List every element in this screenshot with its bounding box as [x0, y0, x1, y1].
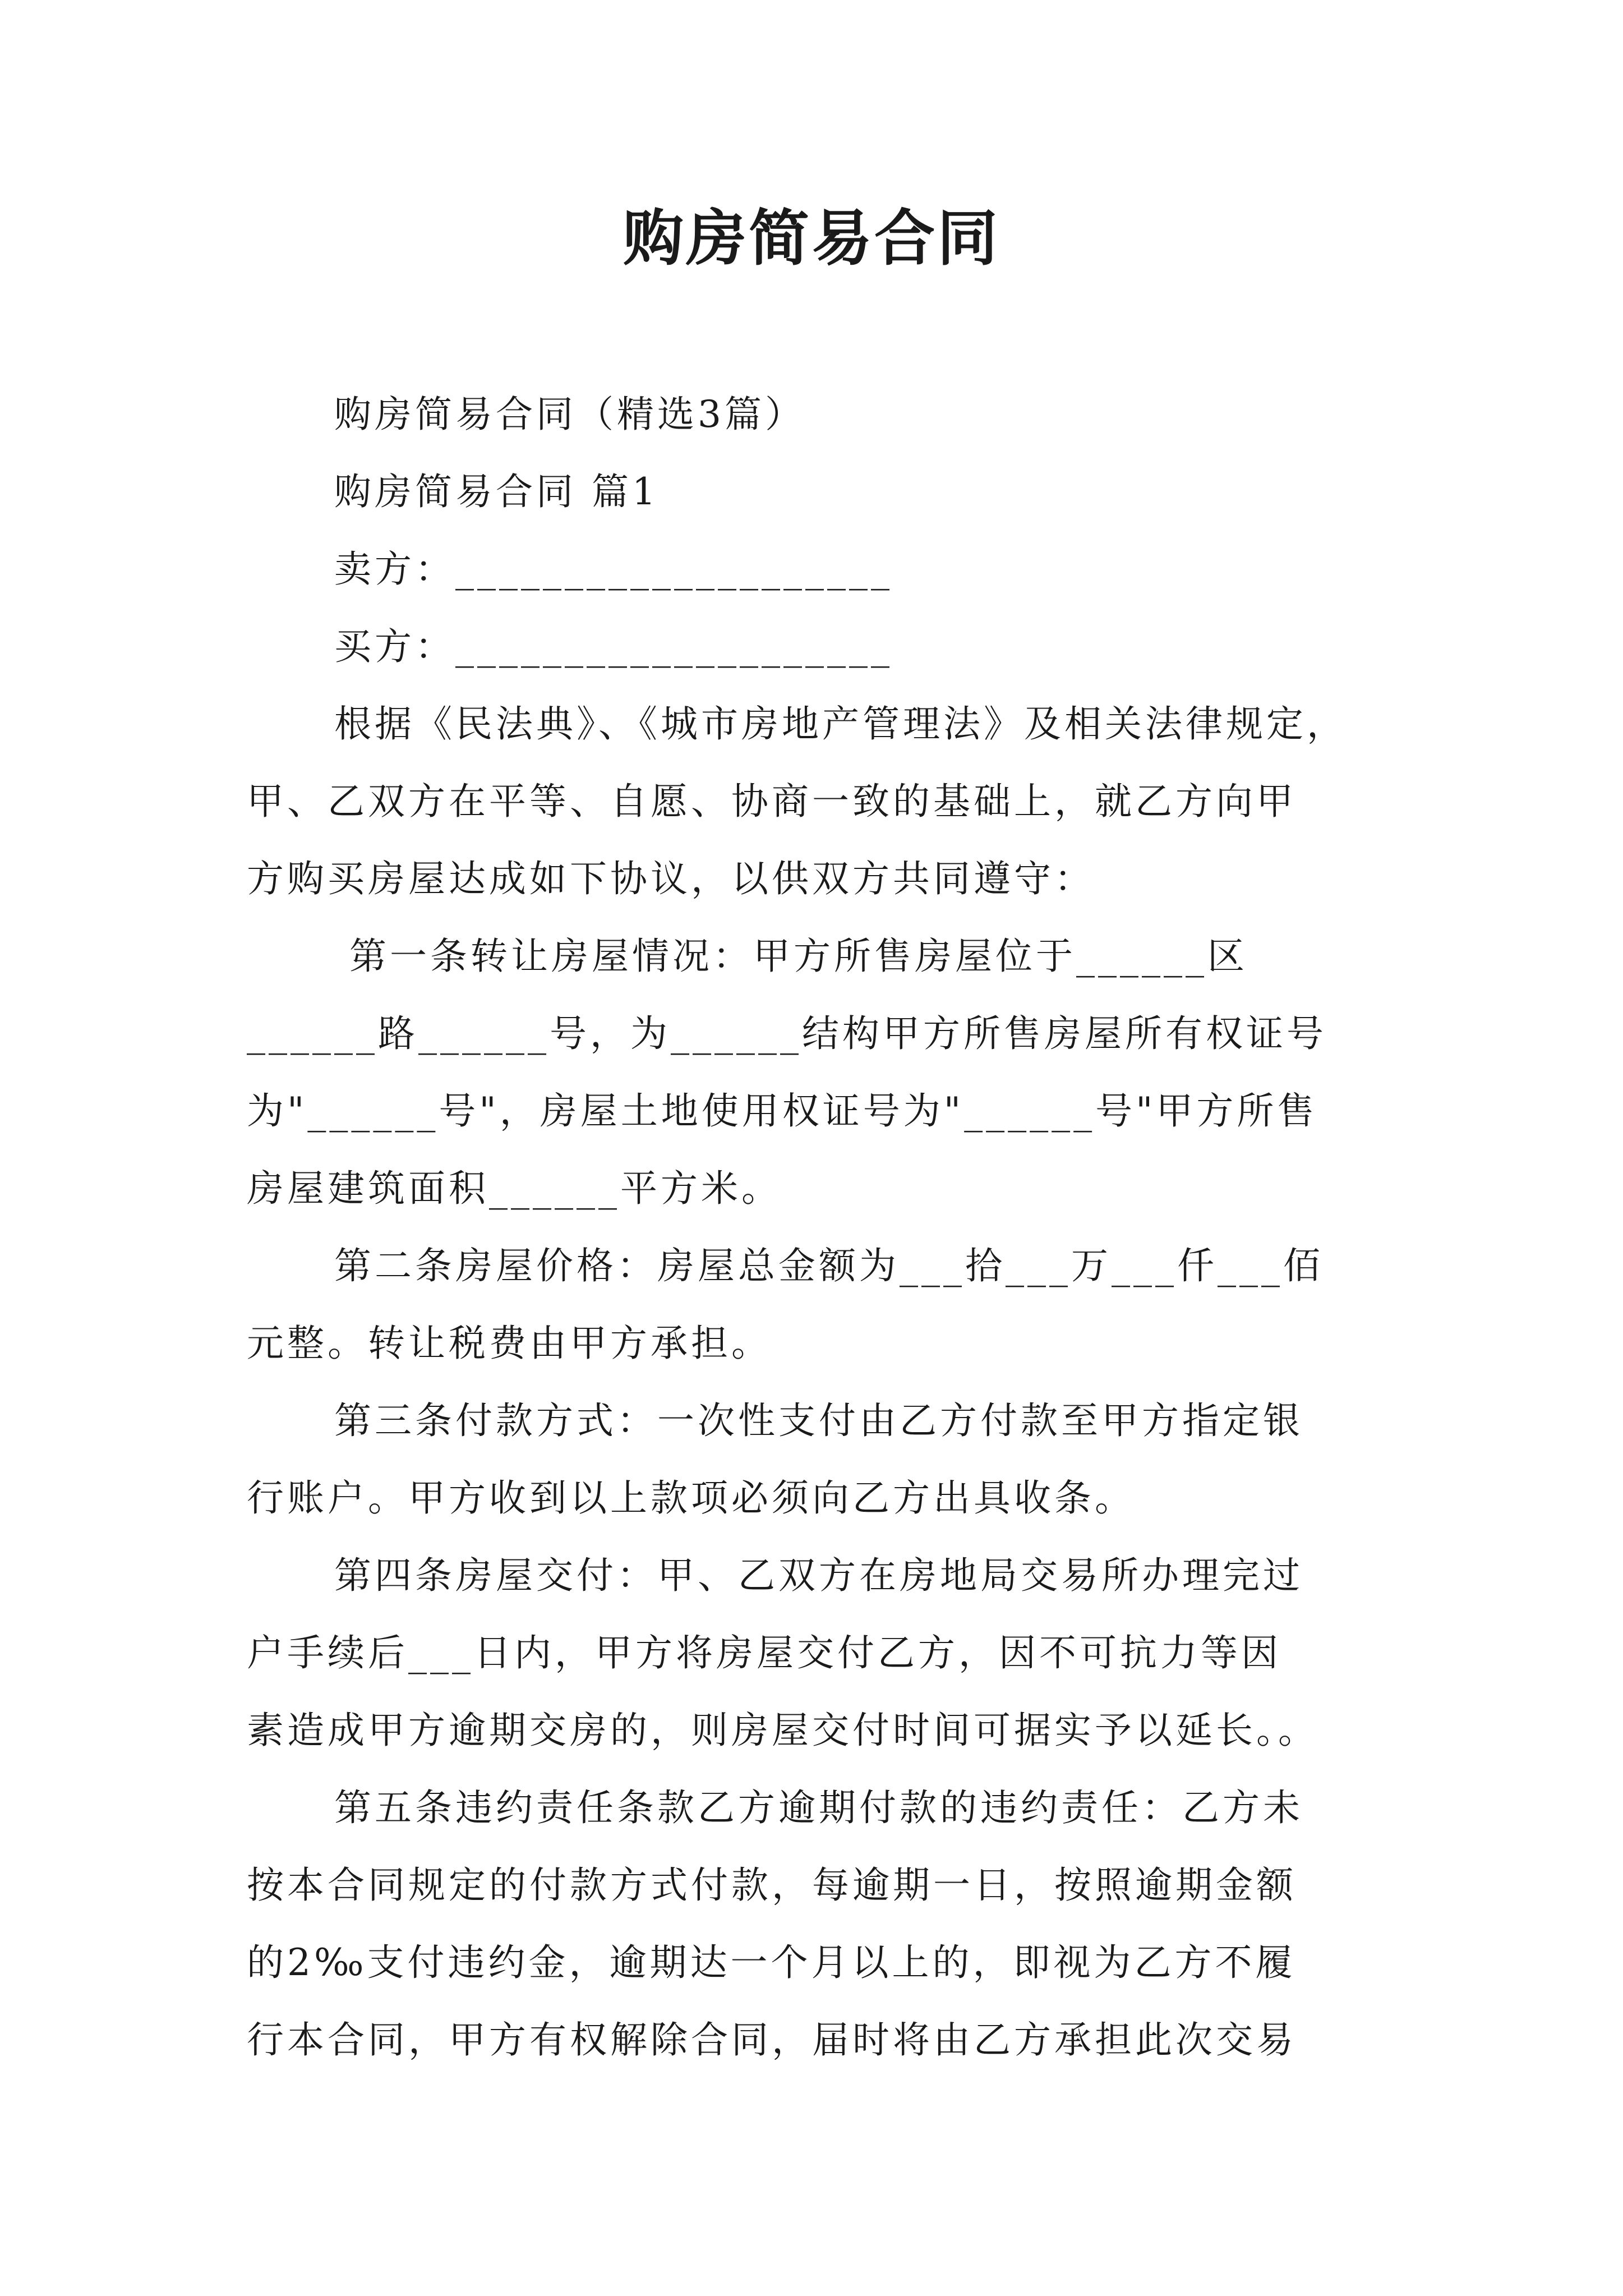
article-2-line: 第二条房屋价格：房屋总金额为___拾___万___仟___佰: [334, 1244, 1324, 1287]
text-line: 的2‰支付违约金，逾期达一个月以上的，即视为乙方不履: [247, 1941, 1296, 1984]
article-5-line: 第五条违约责任条款乙方逾期付款的违约责任：乙方未: [334, 1786, 1303, 1829]
text-line: 根据《民法典》、《城市房地产管理法》及相关法律规定，: [334, 702, 1347, 746]
text-line: 方购买房屋达成如下协议，以供双方共同遵守：: [247, 857, 1095, 900]
document-title: 购房简易合同: [623, 203, 1000, 274]
text-line: 户手续后___日内，甲方将房屋交付乙方，因不可抗力等因: [247, 1631, 1281, 1674]
text-line: 行账户。甲方收到以上款项必须向乙方出具收条。: [247, 1476, 1135, 1520]
text-line: 按本合同规定的付款方式付款，每逾期一日，按照逾期金额: [247, 1864, 1297, 1907]
text-line: 甲、乙双方在平等、自愿、协商一致的基础上，就乙方向甲: [247, 780, 1297, 823]
seller-line: 卖方：____________________: [334, 547, 893, 591]
text-line: ______路______号，为______结构甲方所售房屋所有权证号: [247, 1012, 1327, 1055]
text-line: 房屋建筑面积______平方米。: [247, 1167, 782, 1210]
text-line: 购房简易合同（精选3篇）: [334, 393, 805, 436]
text-line: 为"______号"，房屋土地使用权证号为"______号"甲方所售: [247, 1089, 1318, 1133]
article-3-line: 第三条付款方式：一次性支付由乙方付款至甲方指定银: [334, 1399, 1303, 1442]
document-body: [247, 376, 1402, 2079]
text-line: 素造成甲方逾期交房的，则房屋交付时间可据实予以延长。。: [247, 1709, 1318, 1752]
article-4-line: 第四条房屋交付：甲、乙双方在房地局交易所办理完过: [334, 1554, 1303, 1597]
text-line: 购房简易合同 篇1: [334, 470, 659, 513]
buyer-line: 买方：____________________: [334, 625, 893, 668]
text-line: 元整。转让税费由甲方承担。: [247, 1322, 772, 1365]
text-line: 行本合同，甲方有权解除合同，届时将由乙方承担此次交易: [247, 2018, 1297, 2062]
article-1-line: 第一条转让房屋情况：甲方所售房屋位于______区: [334, 935, 1248, 978]
